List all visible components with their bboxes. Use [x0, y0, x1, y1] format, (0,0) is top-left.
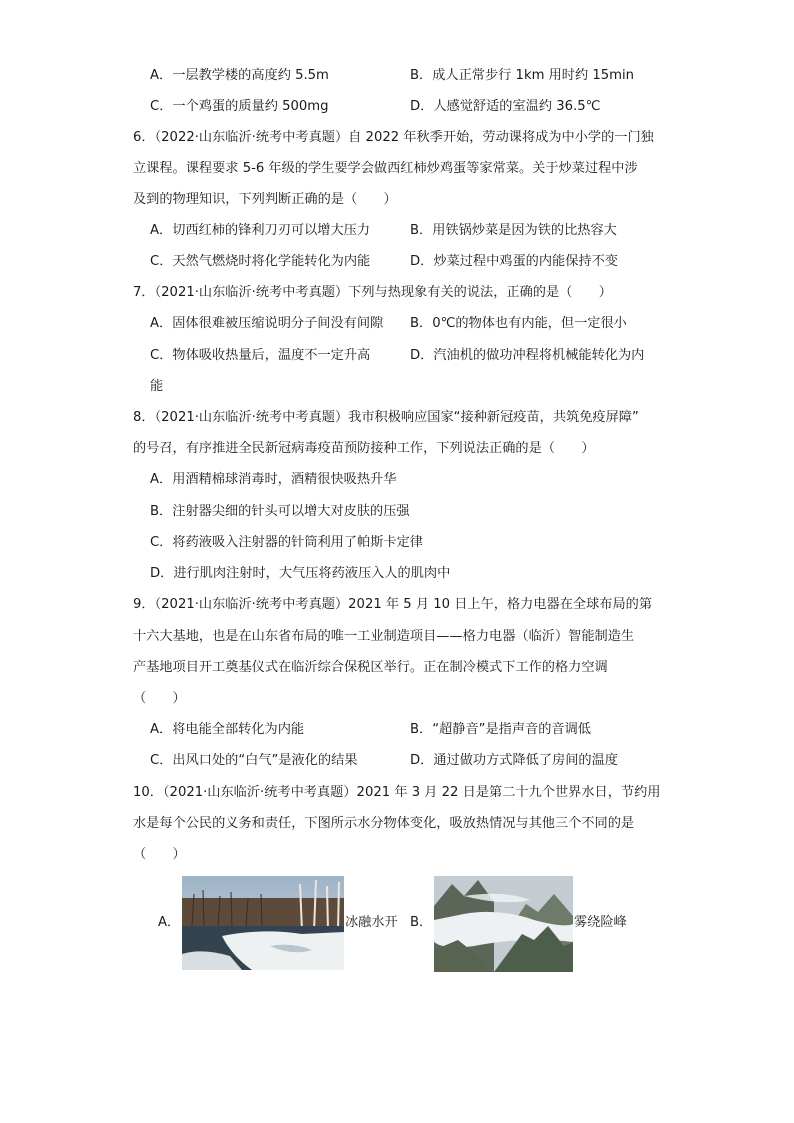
q6-option-b: B．用铁锅炒菜是因为铁的比热容大: [410, 223, 617, 238]
q9-stem-line-3: 产基地项目开工奠基仪式在临沂综合保税区举行。正在制冷模式下工作的格力空调: [133, 660, 608, 675]
q6-stem-line-2: 立课程。课程要求 5-6 年级的学生要学会做西红柿炒鸡蛋等家常菜。关于炒菜过程中涉: [133, 161, 638, 176]
q6-option-c: C．天然气燃烧时将化学能转化为内能: [150, 254, 371, 269]
q7-stem-line-1: 7．（2021·山东临沂·统考中考真题）下列与热现象有关的说法，正确的是（ ）: [133, 285, 612, 300]
q9-stem-line-4: （ ）: [133, 691, 186, 706]
q9-option-b: B．“超静音”是指声音的音调低: [410, 722, 591, 737]
q10-option-a-image-melting-ice: [182, 876, 344, 970]
q9-option-c: C．出风口处的“白气”是液化的结果: [150, 753, 358, 768]
q9-stem-line-2: 十六大基地，也是在山东省布局的唯一工业制造项目——格力电器（临沂）智能制造生: [133, 629, 635, 644]
q10-stem-line-1: 10．（2021·山东临沂·统考中考真题）2021 年 3 月 22 日是第二十九个世界水日，节约用: [133, 785, 661, 800]
q6-stem-line-1: 6．（2022·山东临沂·统考中考真题）自 2022 年秋季开始，劳动课将成为中小学的一门独: [133, 130, 654, 145]
q5-option-d: D．人感觉舒适的室温约 36.5℃: [410, 99, 601, 114]
q5-option-c: C．一个鸡蛋的质量约 500mg: [150, 99, 329, 114]
q10-option-b-image-foggy-peaks: [434, 876, 573, 972]
melting-ice-landscape-image: [182, 876, 344, 970]
q6-option-d: D．炒菜过程中鸡蛋的内能保持不变: [410, 254, 618, 269]
q8-stem-line-2: 的号召，有序推进全民新冠病毒疫苗预防接种工作，下列说法正确的是（ ）: [133, 441, 595, 456]
q7-option-b: B．0℃的物体也有内能，但一定很小: [410, 316, 627, 331]
q5-option-b: B．成人正常步行 1km 用时约 15min: [410, 68, 635, 83]
q9-option-a: A．将电能全部转化为内能: [150, 722, 305, 737]
q7-option-d: D．汽油机的做功冲程将机械能转化为内: [410, 348, 645, 363]
q9-option-d: D．通过做功方式降低了房间的温度: [410, 753, 618, 768]
q10-option-b-letter: B．: [410, 915, 433, 930]
q10-stem-line-3: （ ）: [133, 847, 186, 862]
q7-option-a: A．固体很难被压缩说明分子间没有间隙: [150, 316, 384, 331]
q10-option-a-caption: 冰融水开: [345, 915, 398, 930]
foggy-mountain-image: [434, 876, 573, 972]
q9-stem-line-1: 9．（2021·山东临沂·统考中考真题）2021 年 5 月 10 日上午，格力电器在全球布局的第: [133, 597, 653, 612]
q6-stem-line-3: 及到的物理知识，下列判断正确的是（ ）: [133, 192, 397, 207]
q8-option-b: B．注射器尖细的针头可以增大对皮肤的压强: [150, 504, 410, 519]
q7-option-c: C．物体吸收热量后，温度不一定升高: [150, 348, 371, 363]
q5-option-a: A．一层教学楼的高度约 5.5m: [150, 68, 329, 83]
q8-option-a: A．用酒精棉球消毒时，酒精很快吸热升华: [150, 472, 397, 487]
q8-option-c: C．将药液吸入注射器的针筒利用了帕斯卡定律: [150, 535, 423, 550]
q10-option-a-letter: A．: [158, 915, 181, 930]
q7-option-d-continued: 能: [150, 379, 164, 394]
q8-stem-line-1: 8．（2021·山东临沂·统考中考真题）我市积极响应国家“接种新冠疫苗，共筑免疫屏障”: [133, 410, 639, 425]
q8-option-d: D．进行肌肉注射时，大气压将药液压入人的肌肉中: [150, 566, 451, 581]
q10-stem-line-2: 水是每个公民的义务和责任，下图所示水分物体变化，吸放热情况与其他三个不同的是: [133, 816, 635, 831]
q10-option-b-caption: 雾绕险峰: [574, 915, 627, 930]
q6-option-a: A．切西红柿的锋利刀刃可以增大压力: [150, 223, 371, 238]
